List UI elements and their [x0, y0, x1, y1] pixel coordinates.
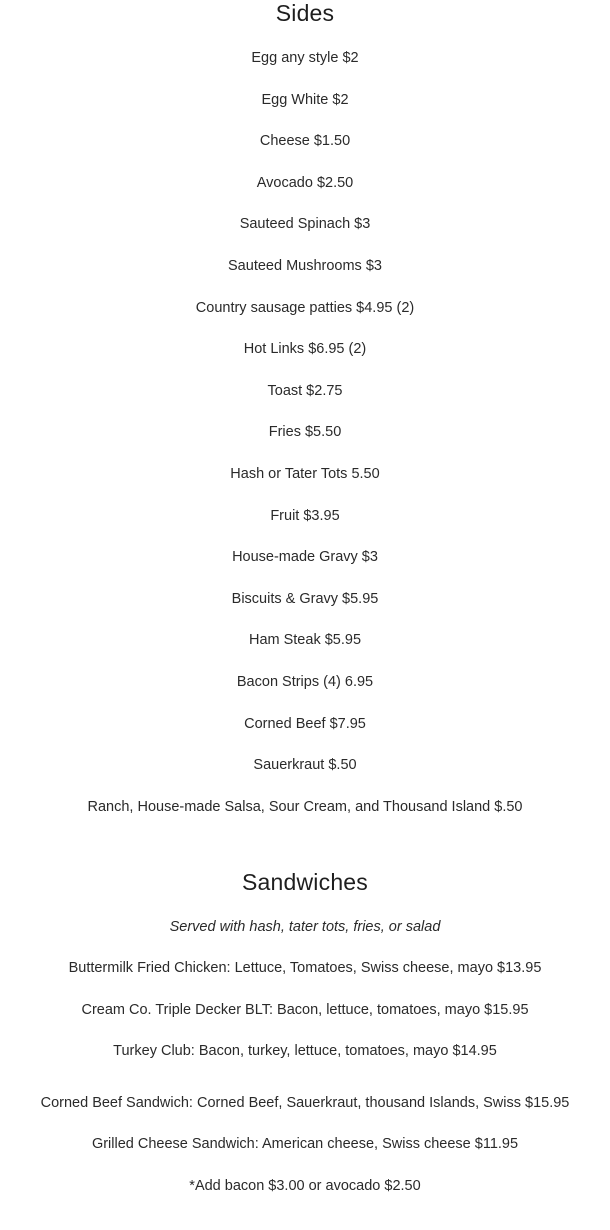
sides-item: Egg any style $2	[251, 50, 359, 66]
sides-item: Fries $5.50	[268, 424, 342, 440]
sides-item: Sauteed Mushrooms $3	[228, 258, 382, 274]
sides-item: Egg White $2	[261, 92, 349, 108]
sides-item: Ranch, House-made Salsa, Sour Cream, and Thousand Island $.50	[87, 799, 523, 815]
sides-item: Sauerkraut $.50	[253, 757, 357, 773]
sides-item: House-made Gravy $3	[232, 549, 378, 565]
sandwich-item: Corned Beef Sandwich: Corned Beef, Sauerkraut, thousand Islands, Swiss $15.95	[40, 1095, 570, 1111]
sides-item: Biscuits & Gravy $5.95	[231, 591, 379, 607]
sandwich-item: Turkey Club: Bacon, turkey, lettuce, tomatoes, mayo $14.95	[113, 1043, 497, 1059]
sandwich-item: Cream Co. Triple Decker BLT: Bacon, lettuce, tomatoes, mayo $15.95	[81, 1002, 529, 1018]
sides-item: Sauteed Spinach $3	[239, 216, 371, 232]
sandwiches-subtitle: Served with hash, tater tots, fries, or salad	[169, 919, 441, 935]
sandwich-item: Buttermilk Fried Chicken: Lettuce, Tomatoes, Swiss cheese, mayo $13.95	[68, 960, 542, 976]
sandwiches-addon-note: *Add bacon $3.00 or avocado $2.50	[189, 1178, 421, 1194]
sides-item: Fruit $3.95	[270, 508, 340, 524]
sides-item: Country sausage patties $4.95 (2)	[195, 300, 415, 316]
sides-item: Hot Links $6.95 (2)	[243, 341, 367, 357]
sides-item: Toast $2.75	[267, 383, 343, 399]
sides-item: Ham Steak $5.95	[248, 632, 362, 648]
sides-item: Bacon Strips (4) 6.95	[236, 674, 374, 690]
sides-item: Avocado $2.50	[256, 175, 354, 191]
sandwich-item: Grilled Cheese Sandwich: American cheese, Swiss cheese $11.95	[91, 1136, 519, 1152]
sides-item: Hash or Tater Tots 5.50	[230, 466, 380, 482]
sides-title: Sides	[275, 0, 335, 26]
sides-item: Cheese $1.50	[259, 133, 351, 149]
sides-item: Corned Beef $7.95	[244, 716, 366, 732]
sandwiches-title: Sandwiches	[241, 869, 369, 895]
